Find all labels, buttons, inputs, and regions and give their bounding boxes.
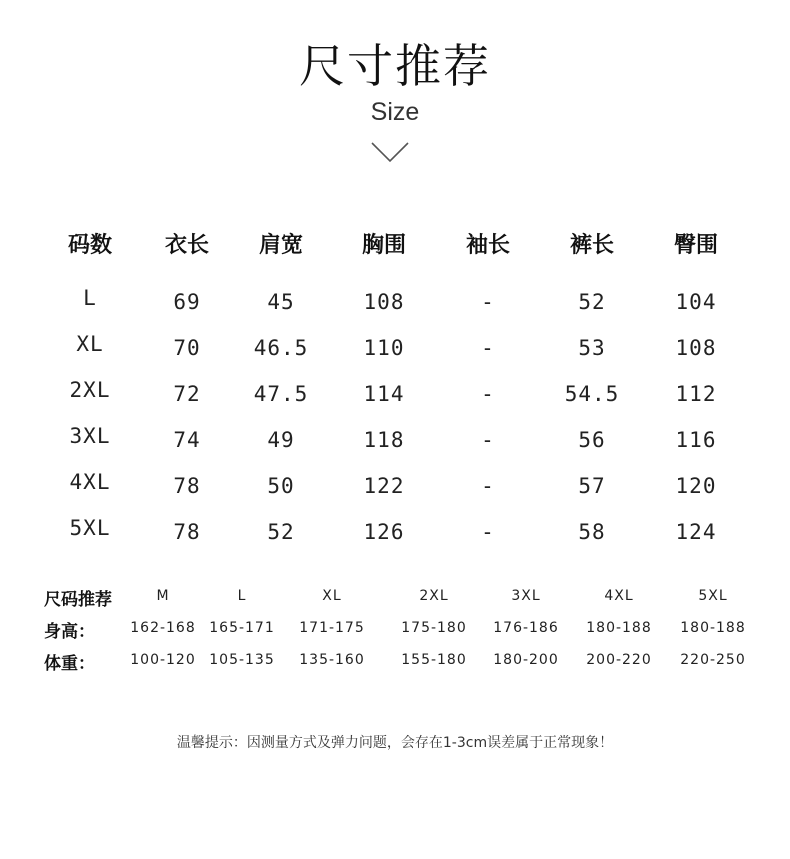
page-subtitle: Size	[370, 98, 420, 126]
size-cell: 2XL	[69, 378, 111, 402]
table-row	[30, 508, 760, 554]
height-label: 身高：	[44, 622, 95, 642]
measurement-cell: -	[481, 290, 495, 314]
measurement-cell: 50	[267, 474, 295, 498]
weight-range: 200-220	[586, 652, 652, 668]
size-cell: L	[83, 286, 97, 310]
recommend-size: 5XL	[698, 588, 728, 604]
recommend-size: M	[156, 588, 170, 604]
size-table-header	[30, 220, 760, 278]
height-range: 180-188	[586, 620, 652, 636]
measurement-cell: 78	[173, 474, 201, 498]
page-title: 尺寸推荐	[299, 39, 491, 93]
column-header: 胸围	[361, 233, 406, 258]
column-header: 肩宽	[258, 233, 303, 258]
measurement-cell: 108	[675, 336, 717, 360]
measurement-cell: 78	[173, 520, 201, 544]
measurement-cell: 54.5	[564, 382, 620, 406]
size-cell: 3XL	[69, 424, 111, 448]
measurement-cell: 126	[363, 520, 405, 544]
measurement-cell: 69	[173, 290, 201, 314]
recommend-size: 2XL	[419, 588, 449, 604]
size-cell: XL	[76, 332, 104, 356]
measurement-cell: 122	[363, 474, 405, 498]
weight-range: 180-200	[493, 652, 559, 668]
measurement-cell: -	[481, 428, 495, 452]
measurement-cell: 118	[363, 428, 405, 452]
measurement-cell: 74	[173, 428, 201, 452]
measurement-cell: 72	[173, 382, 201, 406]
measurement-cell: 120	[675, 474, 717, 498]
weight-range: 105-135	[209, 652, 275, 668]
measurement-cell: 46.5	[253, 336, 309, 360]
measurement-cell: 52	[267, 520, 295, 544]
weight-row	[30, 649, 770, 681]
table-row	[30, 324, 760, 370]
table-row	[30, 416, 760, 462]
recommend-size: 4XL	[604, 588, 634, 604]
measurement-cell: -	[481, 474, 495, 498]
weight-label: 体重：	[44, 654, 95, 674]
measurement-cell: 116	[675, 428, 717, 452]
measurement-cell: -	[481, 520, 495, 544]
measurement-cell: 58	[578, 520, 606, 544]
measurement-cell: 70	[173, 336, 201, 360]
measurement-cell: 49	[267, 428, 295, 452]
measurement-cell: 112	[675, 382, 717, 406]
height-range: 171-175	[299, 620, 365, 636]
height-range: 175-180	[401, 620, 467, 636]
size-recommendation	[30, 585, 770, 681]
recommend-size-row	[30, 585, 770, 617]
measurement-cell: 57	[578, 474, 606, 498]
size-cell: 5XL	[69, 516, 111, 540]
height-range: 162-168	[130, 620, 196, 636]
recommend-size: XL	[322, 588, 342, 604]
measurement-cell: -	[481, 382, 495, 406]
column-header: 臀围	[673, 233, 718, 258]
tip-note: 温馨提示：因测量方式及弹力问题，会存在1-3cm误差属于正常现象！	[176, 735, 614, 751]
measurement-cell: -	[481, 336, 495, 360]
column-header: 袖长	[465, 233, 510, 258]
measurement-cell: 56	[578, 428, 606, 452]
table-row	[30, 278, 760, 324]
weight-range: 100-120	[130, 652, 196, 668]
weight-range: 135-160	[299, 652, 365, 668]
table-row	[30, 370, 760, 416]
height-range: 176-186	[493, 620, 559, 636]
measurement-cell: 45	[267, 290, 295, 314]
size-cell: 4XL	[69, 470, 111, 494]
weight-range: 155-180	[401, 652, 467, 668]
column-header: 码数	[67, 233, 112, 258]
table-row	[30, 462, 760, 508]
measurement-cell: 52	[578, 290, 606, 314]
measurement-cell: 53	[578, 336, 606, 360]
height-range: 165-171	[209, 620, 275, 636]
height-row	[30, 617, 770, 649]
measurement-cell: 124	[675, 520, 717, 544]
column-header: 裤长	[569, 233, 614, 258]
recommend-size: 3XL	[511, 588, 541, 604]
recommend-size: L	[237, 588, 247, 604]
measurement-cell: 47.5	[253, 382, 309, 406]
size-table	[30, 220, 760, 554]
measurement-cell: 110	[363, 336, 405, 360]
measurement-cell: 104	[675, 290, 717, 314]
height-range: 180-188	[680, 620, 746, 636]
weight-range: 220-250	[680, 652, 746, 668]
recommend-label: 尺码推荐	[44, 590, 112, 610]
measurement-cell: 114	[363, 382, 405, 406]
column-header: 衣长	[164, 233, 209, 258]
measurement-cell: 108	[363, 290, 405, 314]
chevron-down-icon	[370, 140, 410, 164]
